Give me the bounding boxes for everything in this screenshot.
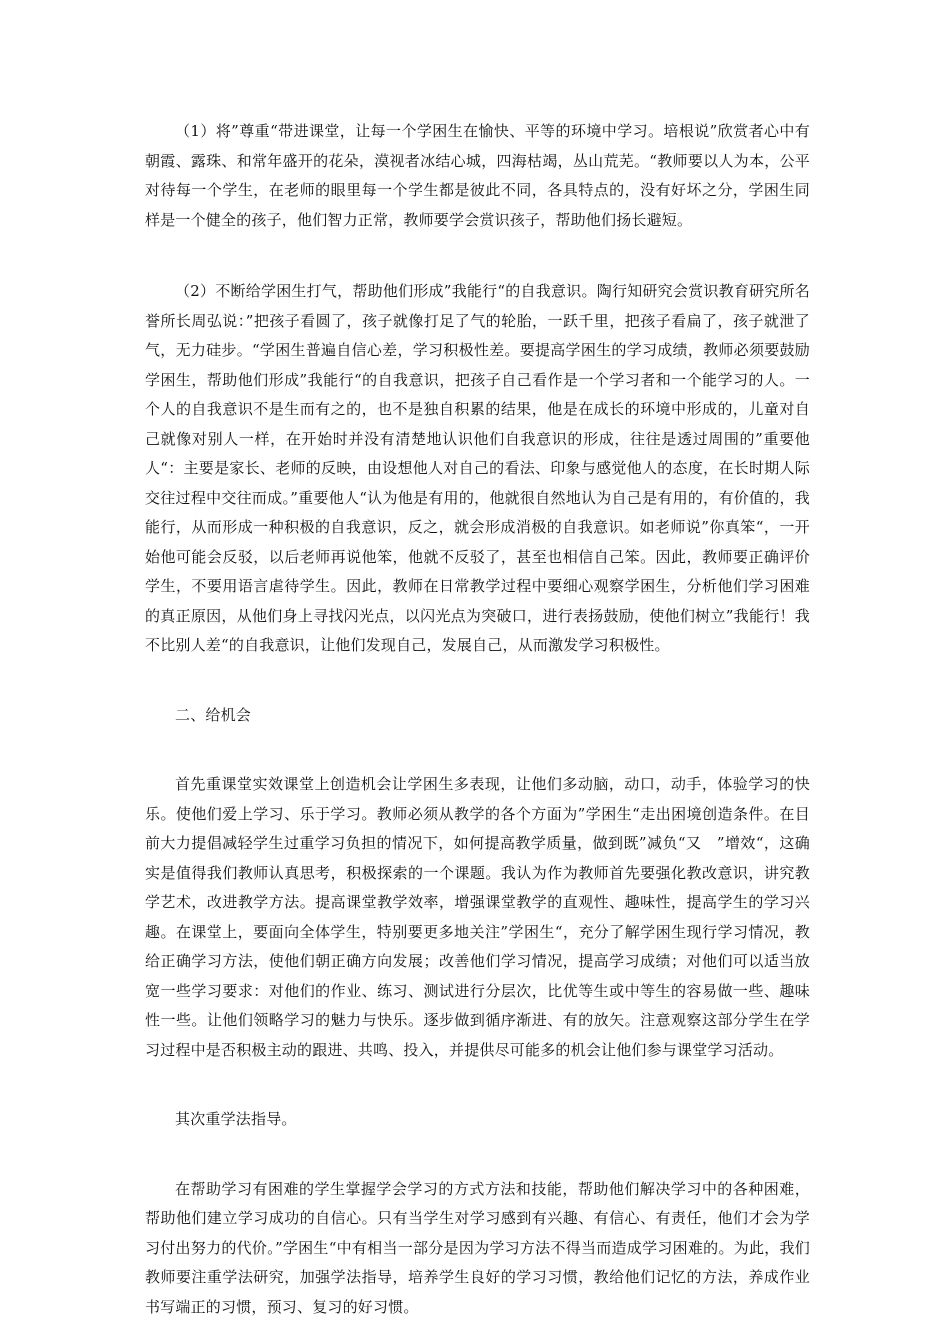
paragraph-encourage: （2）不断给学困生打气，帮助他们形成”我能行“的自我意识。陶行知研究会赏识教育研究所名誉所长周弘说：”把孩子看圆了，孩子就像打足了气的轮胎，一跃千里，把孩子看扁了，孩子就泄了气，无力硅步。“学困生普遍自信心差，学习积极性差。要提高学困生的学习成绩，教师必须要鼓励学困生，帮助他们形成”我能行“的自我意识，把孩子自己看作是一个学习者和一个能学习的人。一个人的自我意识不是生而有之的，也不是独自积累的结果，他是在成长的环境中形成的，儿童对自己就像对别人一样，在开始时并没有清楚地认识他们自我意识的形成，往往是透过周围的”重要他人“：主要是家长、老师的反映，由设想他人对自己的看法、印象与感觉他人的态度，在长时期人际交往过程中交往而成。”重要他人“认为他是有用的，他就很自然地认为自己是有用的，有价值的，我能行，从而形成一种积极的自我意识，反之，就会形成消极的自我意识。如老师说”你真笨“，一开始他可能会反驳，以后老师再说他笨，他就不反驳了，甚至也相信自己笨。因此，教师要正确评价学生，不要用语言虐待学生。因此，教师在日常教学过程中要细心观察学困生，分析他们学习困难的真正原因，从他们身上寻找闪光点，以闪光点为突破口，进行表扬鼓励，使他们树立”我能行！我不比别人差“的自我意识，让他们发现自己，发展自己，从而激发学习积极性。 (145, 282, 810, 654)
document-page (145, 117, 810, 1322)
paragraph-gap (145, 730, 810, 770)
paragraph-gap (145, 1065, 810, 1105)
paragraph-respect: （1）将”尊重“带进课堂，让每一个学困生在愉快、平等的环境中学习。培根说”欣赏者心中有朝霞、露珠、和常年盛开的花朵，漠视者冰结心城，四海枯竭，丛山荒芜。“教师要以人为本，公平对待每一个学生，在老师的眼里每一个学生都是彼此不同，各具特点的，没有好坏之分，学困生同样是一个健全的孩子，他们智力正常，教师要学会赏识孩子，帮助他们扬长避短。 (145, 122, 810, 229)
paragraph-study-method: 在帮助学习有困难的学生掌握学会学习的方式方法和技能，帮助他们解决学习中的各种困难，帮助他们建立学习成功的自信心。只有当学生对学习感到有兴趣、有信心、有责任，他们才会为学习付出努力的代价。”学困生“中有相当一部分是因为学习方法不得当而造成学习困难的。为此，我们教师要注重学法研究，加强学法指导，培养学生良好的学习习惯，教给他们记忆的方法，养成作业书写端正的习惯，预习、复习的好习惯。 (145, 1179, 810, 1316)
paragraph-gap (145, 661, 810, 701)
section-heading-opportunity: 二、给机会 (175, 705, 252, 724)
subheading-study-method: 其次重学法指导。 (175, 1110, 297, 1128)
paragraph-gap (145, 1135, 810, 1175)
paragraph-gap (145, 235, 810, 277)
paragraph-classroom: 首先重课堂实效课堂上创造机会让学困生多表现，让他们多动脑，动口，动手，体验学习的快乐。使他们爱上学习、乐于学习。教师必须从教学的各个方面为”学困生“走出困境创造条件。在目前大力提倡减轻学生过重学习负担的情况下，如何提高教学质量，做到既”减负“又 ”增效“，这确实是值得我们教师认真思考，积极探索的一个课题。我认为作为教师首先要强化教改意识，讲究教学艺术，改进教学方法。提高课堂教学效率，增强课堂教学的直观性、趣味性，提高学生的学习兴趣。在课堂上，要面向全体学生，特别要更多地关注”学困生“，充分了解学困生现行学习情况，教给正确学习方法，使他们朝正确方向发展；改善他们学习情况，提高学习成绩；对他们可以适当放宽一些学习要求：对他们的作业、练习、测试进行分层次，比优等生或中等生的容易做一些、趣味性一些。让他们领略学习的魅力与快乐。逐步做到循序渐进、有的放矢。注意观察这部分学生在学习过程中是否积极主动的跟进、共鸣、投入，并提供尽可能多的机会让他们参与课堂学习活动。 (145, 775, 810, 1059)
